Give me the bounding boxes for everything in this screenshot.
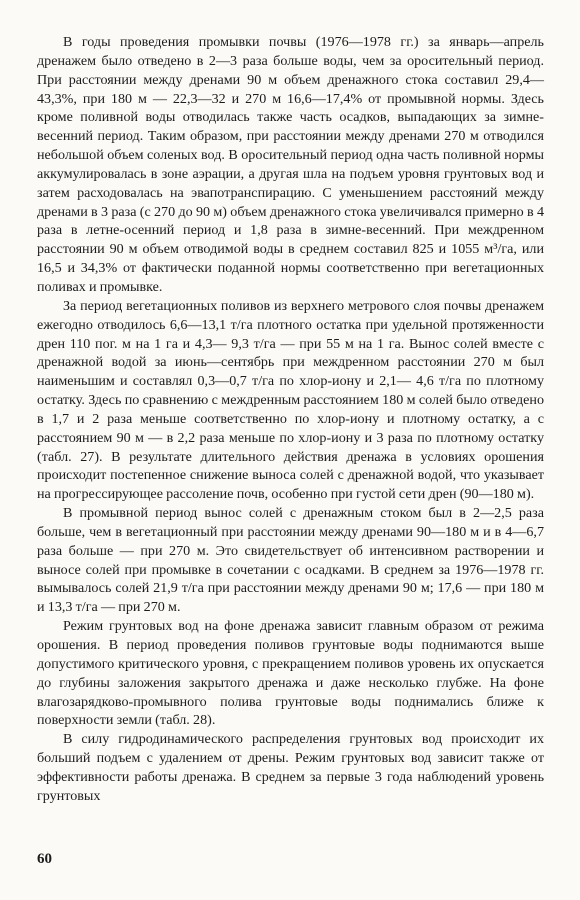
paragraph-5: В силу гидродинамического распределения грунтовых вод происходит их больший подъем с удалением от дрены. Режим грунтовых вод зависит также от эффективности работы дренажа. В среднем за первые 3 года наблюдений уровень грунтовых [37,731,544,804]
paragraph-1: В годы проведения промывки почвы (1976—1978 гг.) за январь—апрель дренажем было отведено в 2—3 раза больше воды, чем за оросительный период. При расстоянии между дренами 90 м объем дренажного стока составил 29,4—43,3%, при 180 м — 22,3—32 и 270 м 16,6—17,4% от промывной нормы. Здесь кроме поливной воды отводилась также часть осадков, выпадающих за зимне-весенний период. Таким образом, при расстоянии между дренами 270 м отводился небольшой объем соленых вод. В оросительный период одна часть поливной нормы аккумулировалась в зоне аэрации, а другая шла на подъем уровня грунтовых вод и затем расходовалась на эвапотранспирацию. С уменьшением расстояний между дренами в 3 раза (с 270 до 90 м) объем дренажного стока увеличивался примерно в 4 раза в летне-осенний период и 1,8 раза в зимне-весенний. При междренном расстоянии 90 м объем отводимой воды в среднем составил 825 и 1055 м³/га, или 16,5 и 34,3% от фактически поданной нормы соответственно при вегетационных поливах и промывке. [37,34,544,295]
paragraph-2: За период вегетационных поливов из верхнего метрового слоя почвы дренажем ежегодно отводилось 6,6—13,1 т/га плотного остатка при удельной протяженности дрен 110 пог. м на 1 га и 4,3— 9,3 т/га — при 55 м на 1 га. Вынос солей вместе с дренажной водой за июнь—сентябрь при междренном расстоянии 270 м был наименьшим и составлял 0,3—0,7 т/га по хлор-иону и 2,1— 4,6 т/га по плотному остатку. Здесь по сравнению с междренным расстоянием 180 м солей было отведено в 1,7 и 2 раза меньше соответственно по хлор-иону и плотному остатку, а с расстоянием 90 м — в 2,2 раза меньше по хлор-иону и 3 раза по плотному остатку (табл. 27). В результате длительного действия дренажа в условиях орошения происходит постепенное снижение выноса солей с дренажной водой, что указывает на прогрессирующее рассоление почв, особенно при густой сети дрен (90—180 м). [37,297,544,503]
page-text [37,33,544,806]
page-number: 60 [37,851,52,867]
paragraph-4: Режим грунтовых вод на фоне дренажа зависит главным образом от режима орошения. В период проведения поливов грунтовые воды поднимаются выше допустимого критического уровня, с прекращением поливов уровень их опускается до глубины заложения закрытого дренажа и даже несколько глубже. На фоне влагозарядково-промывного полива грунтовые воды поднимались ближе к поверхности земли (табл. 28). [37,618,544,729]
paragraph-3: В промывной период вынос солей с дренажным стоком был в 2—2,5 раза больше, чем в вегетационный при расстоянии между дренами 90—180 м и в 4—6,7 раза больше — при 270 м. Это свидетельствует об интенсивном растворении и выносе солей при промывке в сочетании с осадками. В среднем за 1976—1978 гг. вымывалось солей 21,9 т/га при расстоянии между дренами 90 м; 17,6 — при 180 м и 13,3 т/га — при 270 м. [37,505,544,616]
